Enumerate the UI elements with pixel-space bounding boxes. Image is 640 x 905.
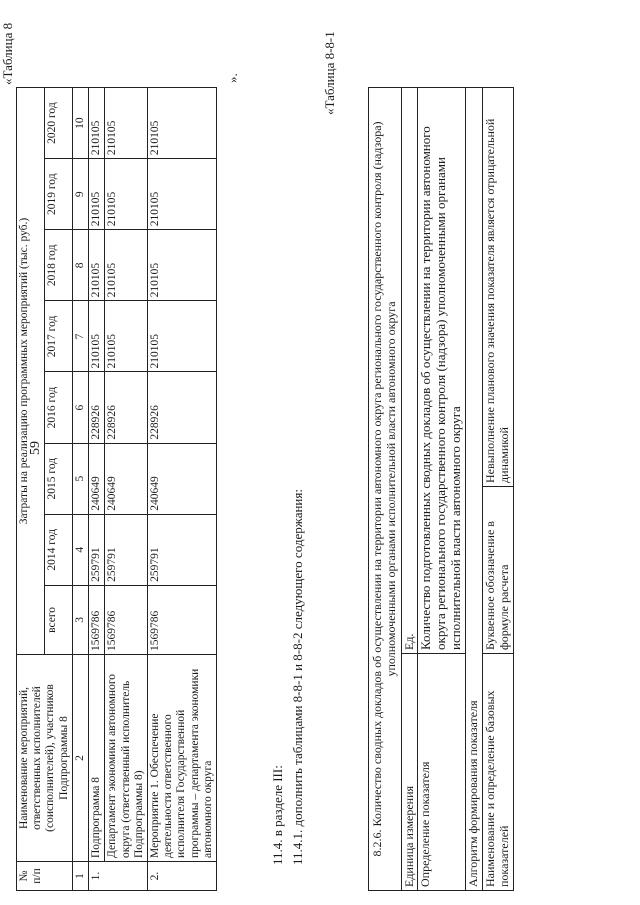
paragraph-11-4-1: 11.4.1. дополнить таблицами 8-8-1 и 8-8-2 следующего содержания: bbox=[290, 489, 305, 865]
row-num: 1. bbox=[89, 862, 148, 891]
row-value: 210105 bbox=[147, 159, 216, 230]
header-year: 2017 год bbox=[44, 301, 72, 372]
definition-label: Определение показателя bbox=[418, 654, 466, 891]
row-value: 259791 bbox=[105, 514, 148, 585]
colnum: 9 bbox=[72, 159, 88, 230]
row-value: 210105 bbox=[105, 301, 148, 372]
row-value: 240649 bbox=[147, 443, 216, 514]
header-total: всего bbox=[44, 585, 72, 654]
colnum: 8 bbox=[72, 230, 88, 301]
colnum: 4 bbox=[72, 514, 88, 585]
column-number-row bbox=[72, 88, 88, 891]
table-8-end-mark: ». bbox=[225, 73, 240, 83]
row-value: 210105 bbox=[147, 88, 216, 159]
row-value: 210105 bbox=[89, 301, 105, 372]
table-8-8-1 bbox=[368, 87, 514, 891]
header-year: 2014 год bbox=[44, 514, 72, 585]
colnum: 2 bbox=[72, 655, 88, 862]
row-value: 240649 bbox=[105, 443, 148, 514]
letter-designation: Буквенное обозначение в формуле расчета bbox=[483, 487, 514, 654]
unit-value: Ед. bbox=[401, 88, 418, 654]
table-row bbox=[147, 88, 216, 891]
row-value: 259791 bbox=[89, 514, 105, 585]
row-value: 210105 bbox=[89, 230, 105, 301]
header-year: 2018 год bbox=[44, 230, 72, 301]
colnum: 3 bbox=[72, 585, 88, 654]
table-881-caption: «Таблица 8-8-1 bbox=[322, 31, 337, 115]
row-value: 210105 bbox=[147, 230, 216, 301]
row-total: 1569786 bbox=[89, 585, 105, 654]
row-name: Департамент экономики автономного округа (ответственный исполнитель Подпрограммы 8) bbox=[105, 655, 148, 862]
table-row bbox=[105, 88, 148, 891]
row-value: 210105 bbox=[89, 88, 105, 159]
colnum: 7 bbox=[72, 301, 88, 372]
colnum: 6 bbox=[72, 372, 88, 443]
header-num: № п/п bbox=[17, 862, 73, 891]
paragraph-11-4: 11.4. в разделе III: bbox=[270, 765, 285, 865]
row-value: 228926 bbox=[105, 372, 148, 443]
row-value: 259791 bbox=[147, 514, 216, 585]
row-value: 210105 bbox=[89, 159, 105, 230]
base-indicators-label: Наименование и определение базовых показателей bbox=[483, 654, 514, 891]
algorithm-label: Алгоритм формирования показателя bbox=[466, 88, 483, 891]
row-value: 210105 bbox=[105, 159, 148, 230]
row-total: 1569786 bbox=[105, 585, 148, 654]
unit-label: Единица измерения bbox=[401, 654, 418, 891]
row-name: Подпрограмма 8 bbox=[89, 655, 105, 862]
row-num: 2. bbox=[147, 862, 216, 891]
table-8-caption: «Таблица 8 bbox=[0, 22, 15, 85]
row-total: 1569786 bbox=[147, 585, 216, 654]
header-year: 2019 год bbox=[44, 159, 72, 230]
header-year: 2016 год bbox=[44, 372, 72, 443]
table-8 bbox=[16, 87, 217, 891]
row-value: 228926 bbox=[89, 372, 105, 443]
header-year: 2020 год bbox=[44, 88, 72, 159]
header-costs: Затраты на реализацию программных мероприятий (тыс. руб.) bbox=[17, 88, 45, 655]
table-881-title: 8.2.6. Количество сводных докладов об осуществлении на территории автономного округа регионального государственного контроля (надзора) уполномоченными органами исполнительной власти автономного округа bbox=[369, 88, 402, 891]
table-row bbox=[89, 88, 105, 891]
row-name: Мероприятие 1. Обеспечение деятельности ответственного исполнителя Государственной программы – департамента экономики автономного округа bbox=[147, 655, 216, 862]
row-value: 210105 bbox=[147, 301, 216, 372]
definition-value: Количество подготовленных сводных докладов об осуществлении на территории автономного округа регионального государственного контроля (надзора) уполномоченными органами исполнительной власти автономного округа bbox=[418, 88, 466, 654]
row-value: 210105 bbox=[105, 230, 148, 301]
negative-dynamics-note: Невыполнение планового значения показателя является отрицательной динамикой bbox=[483, 88, 514, 487]
header-name: Наименование мероприятий, ответственных исполнителей (соисполнителей), участников Подпрограммы 8 bbox=[17, 655, 73, 862]
header-year: 2015 год bbox=[44, 443, 72, 514]
colnum: 1 bbox=[72, 862, 88, 891]
row-value: 228926 bbox=[147, 372, 216, 443]
row-value: 210105 bbox=[105, 88, 148, 159]
colnum: 5 bbox=[72, 443, 88, 514]
page-number: 59 bbox=[28, 441, 43, 455]
row-value: 240649 bbox=[89, 443, 105, 514]
colnum: 10 bbox=[72, 88, 88, 159]
